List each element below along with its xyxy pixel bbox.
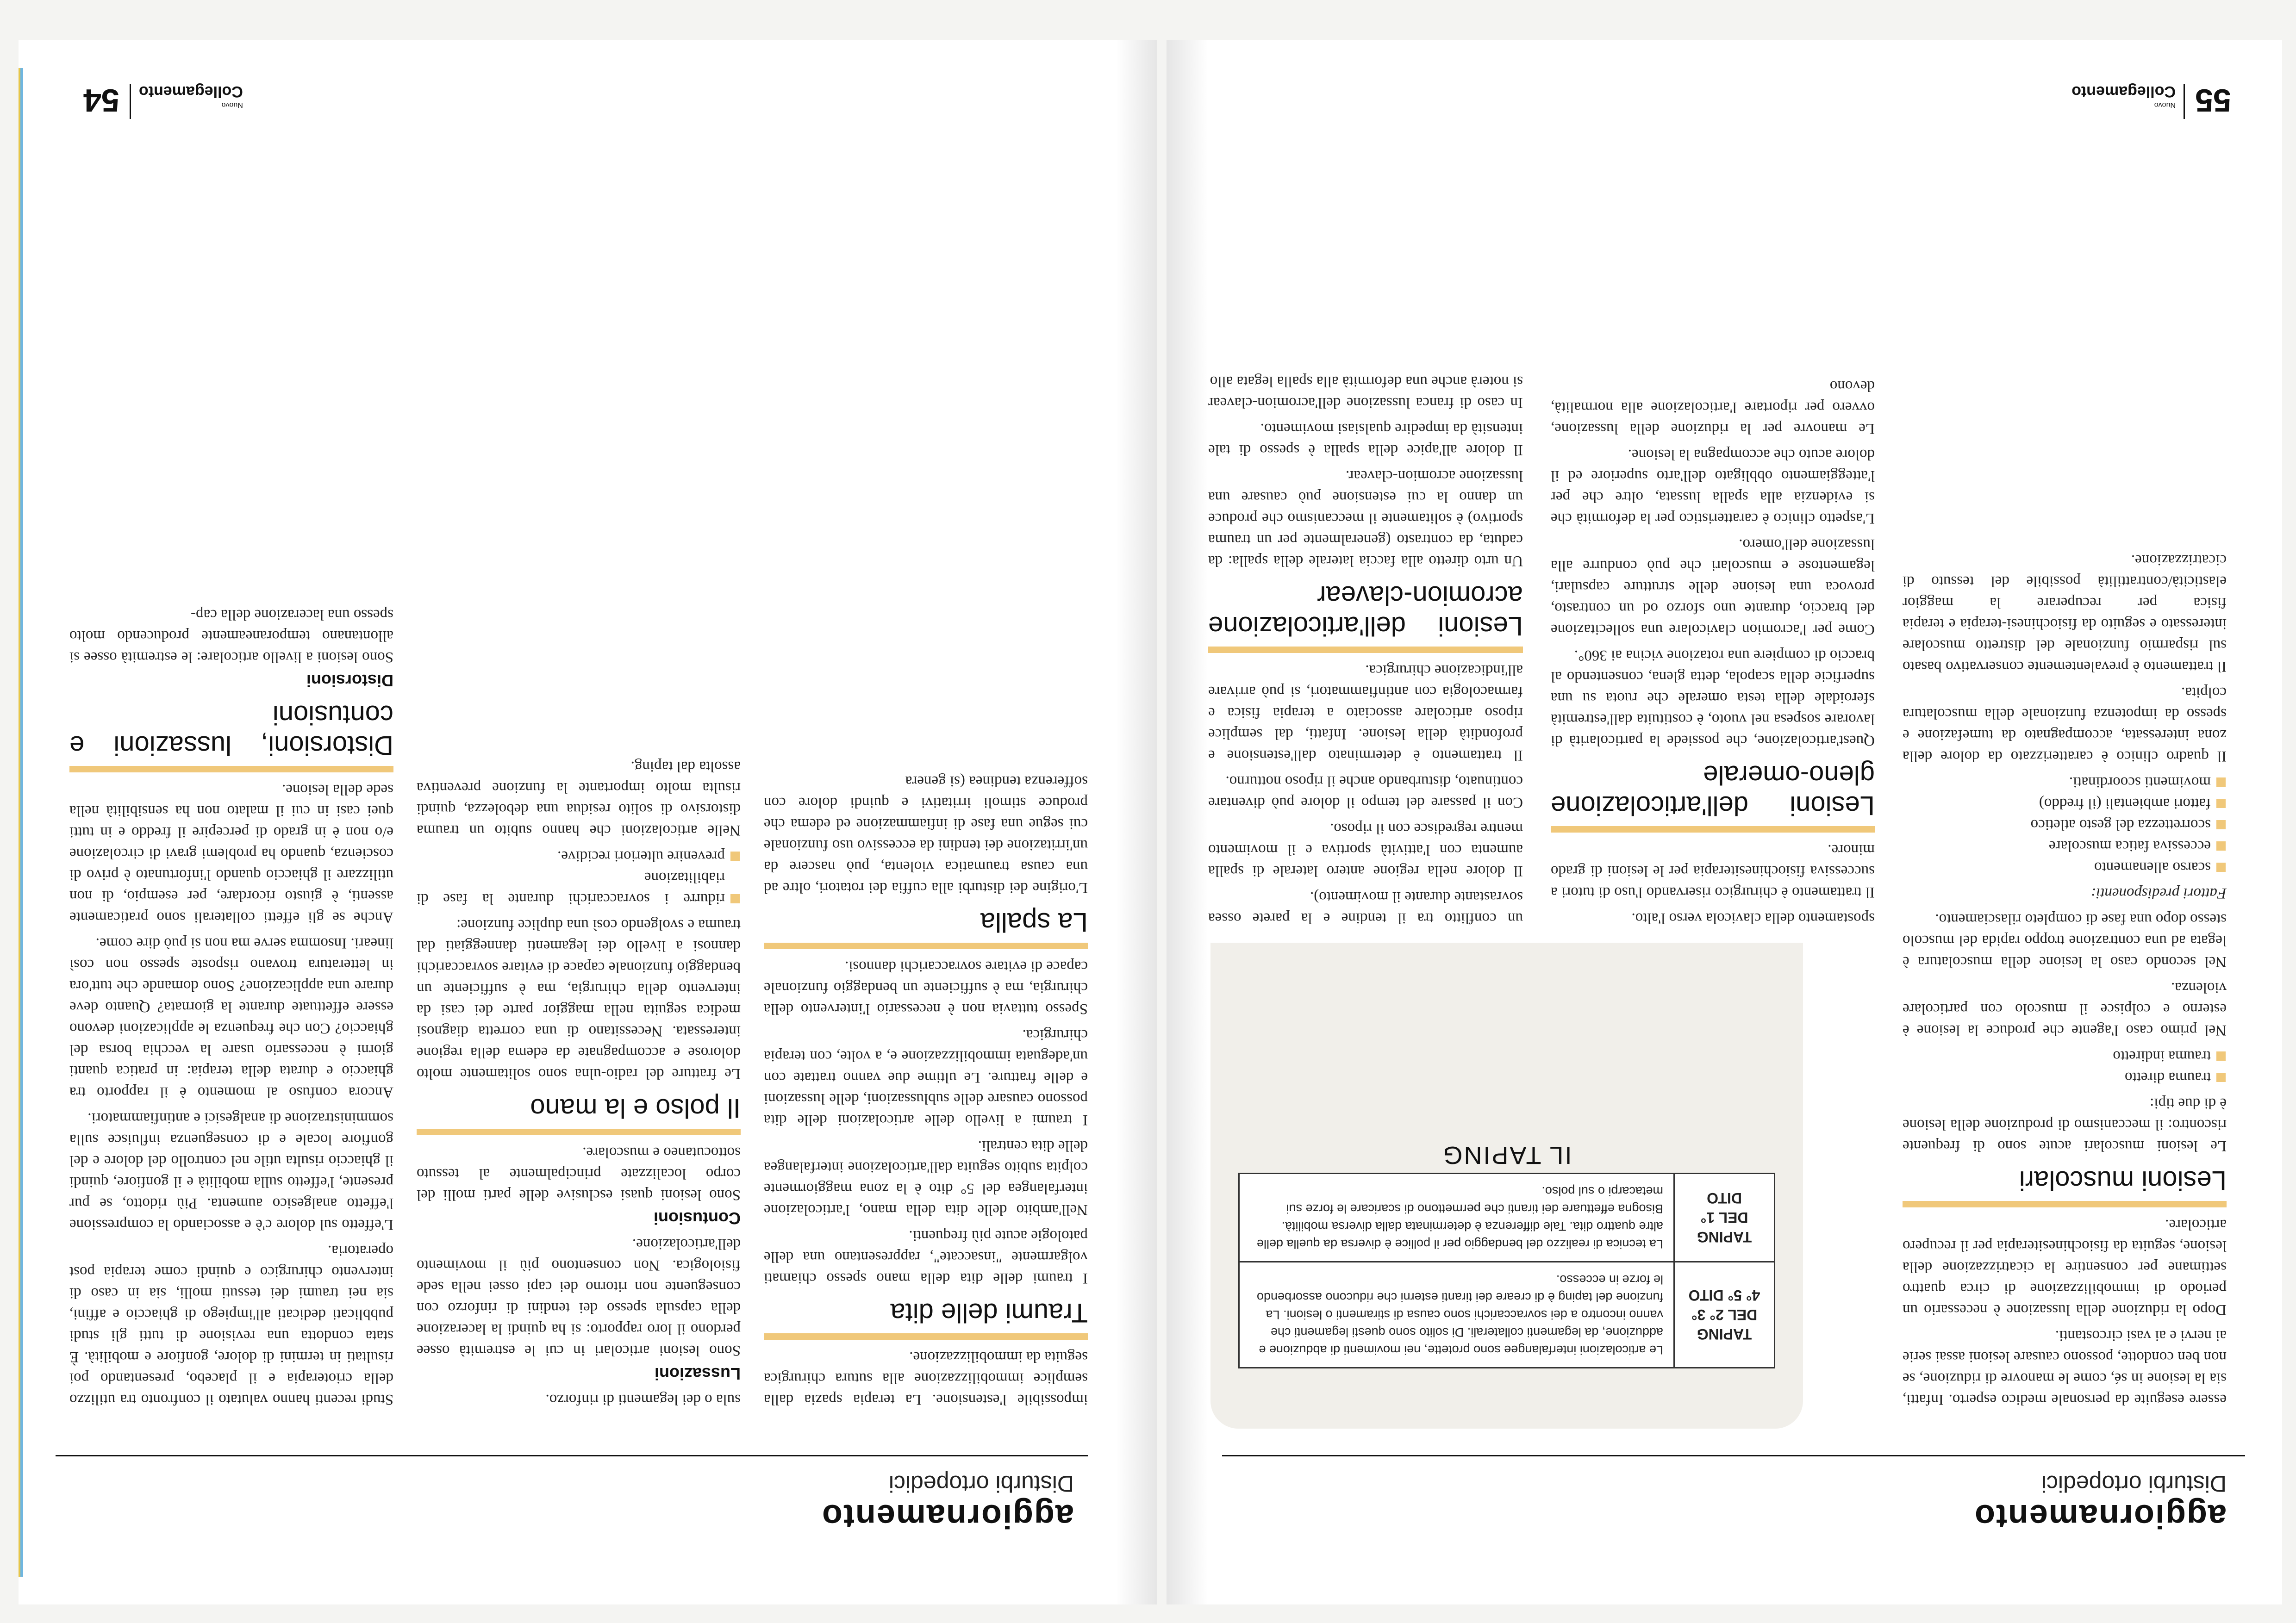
table-cell-key: TAPING DEL 2° 3° 4° 5° DITO: [1674, 1262, 1775, 1368]
paragraph: Il dolore nella regione antero laterale di spalla aumenta con l'attività sportiva e il movimento mentre regredisce con il riposo.: [1208, 820, 1523, 879]
paragraph: sula o dei legamenti di rinforzo.: [545, 1391, 741, 1408]
section-heading: Traumi delle dita: [764, 1297, 1088, 1340]
table-cell-text: La tecnica di realizzo del bendaggio per il pollice è diversa da quella delle altre quattro dita. Tale differenza è determinata dalla diversa mobilità. Bisogna effettuare dei tiranti che permettono di scaricare le forze sui metacarpi o sul polso.: [1239, 1174, 1674, 1262]
paragraph: spostamento della clavicola verso l'alto.: [1631, 910, 1875, 927]
paragraph: impossibile l'estensione. La terapia spazia dalla semplice immobilizzazione alla sutura chirurgica seguita da immobilizzazione.: [764, 1349, 1088, 1408]
page-54: [19, 40, 1157, 1604]
paragraph: Il trattamento è chirurgico riservando l'uso di tutori a successiva fisiochinesiterapia per le lesioni di grado minore.: [1551, 841, 1875, 901]
logo-small-text: Nuovo: [221, 101, 243, 109]
paragraph: un conflitto tra il tendine e la parete ossea sovrastante durante il movimento).: [1208, 889, 1523, 927]
table-row: [1239, 1174, 1775, 1262]
paragraph: L'effetto sul dolore c'è e associando la compressione l'effetto analgesico aumenta. Più ridotto, se pur presente, l'effetto sulla mobilità e il gonfiore, quindi il ghiaccio risulta utile nel controllo del dolore e del gonfiore locale e di conseguenza influisce sulla somministrazione di analgesici e antinfiammatori.: [69, 1110, 393, 1233]
paragraph: Il trattamento è prevalentemente conservativo basato sul risparmio funzionale del distretto muscolare interessato e seguito da fisiochinesi-terapia e terapia fisica per recuperare la maggior elasticità/contrattilità possibile del tessuto di cicatrizzazione.: [1903, 552, 2227, 675]
bullet-list: [1903, 1045, 2227, 1088]
column-3: [1208, 179, 1523, 929]
paragraph: Anche se gli effetti collaterali sono praticamente assenti, è giusto ricordare, per esempio, di non utilizzare il ghiaccio quando l'infortunato è privo di coscienza, quando ha problemi gravi di circolazione e/o non è in grado di percepire il freddo e in tutti quei casi in cui il malato non ha sensibilità nella sede della lesione.: [69, 781, 393, 926]
paragraph: L'origine dei disturbi alla cuffia dei rotatori, oltre ad una causa traumatica violenta, può nascere da un'irritazione dei tendini da eccessivo uso funzionale cui segue una fase di infiammazione ed edema che produce stimoli irritativi e quindi dolore con sofferenza tendinea (si genera: [764, 773, 1088, 896]
paragraph: Le manovre per la riduzione della lussazione, ovvero per riportare l'articolazione alla normalità, devono: [1551, 378, 1875, 437]
paragraph: Come per l'acromion clavicolare una sollecitazione del braccio, durante uno sforzo od un contrasto, provoca una lesione delle strutture capsulari, legamentose e muscolari che può condurre alla lussazione dell'omero.: [1551, 536, 1875, 638]
page-number: 54: [83, 82, 119, 118]
subheading: Lussazioni: [654, 1364, 741, 1383]
paragraph: Con il passare del tempo il dolore può diventare continuato, disturbando anche il riposo notturno.: [1208, 773, 1523, 811]
folio-divider: [130, 84, 131, 119]
list-item: scarso allenamento: [1903, 857, 2227, 878]
list-item: trauma diretto: [1903, 1067, 2227, 1088]
paragraph: Nell'ambito delle dita della mano, l'articolazione interfalangea del 5° dito è la zona maggiormente colpita subito seguita dall'articolazione interfalangea delle dita centrali.: [764, 1138, 1088, 1218]
label-text: Fattori predisponenti:: [2090, 885, 2227, 902]
magazine-logo: [2071, 82, 2176, 109]
section-heading: Lesioni dell'articolazione gleno-omerale: [1551, 759, 1875, 833]
section-heading: Distorsioni, lussazioni e contusioni: [69, 699, 393, 772]
page-edge-strips: [19, 68, 23, 1577]
page-header: [19, 1471, 1157, 1535]
section-heading: La spalla: [764, 907, 1088, 949]
section-heading: Il polso e la mano: [417, 1093, 741, 1135]
logo-text: Collegamento: [139, 83, 243, 100]
list-item: prevenire ulteriori recidive.: [417, 846, 741, 867]
page-55: [1167, 40, 2282, 1604]
gutter-shadow: [1116, 40, 1157, 1604]
header-rule: [1222, 1455, 2245, 1456]
paragraph: Sono lesioni quasi esclusive delle parti molli del corpo localizzate principalmente al tessuto sottocutaneo e muscolare.: [417, 1144, 741, 1203]
paragraph: Spesso tuttavia non è necessario l'intervento della chirurgia, ma è sufficiente un bendaggio funzionale capace di evitare sovraccarichi dannosi.: [764, 958, 1088, 1017]
paragraph: Il trattamento è determinato dall'estensione e profondità della lesione. Infatti, dal semplice riposo articolare associato a terapia fisica e farmacologia con antinfiammatori, si può arrivare all'indicazione chirurgica.: [1208, 662, 1523, 764]
list-item: movimenti scoordinati.: [1903, 771, 2227, 793]
paragraph: Il dolore all'apice della spalla è spesso di tale intensità da impedire qualsiasi movimento.: [1208, 420, 1523, 458]
paragraph: L'aspetto clinico è caratteristico per la deformità che si evidenzia alla spalla lussata, oltre che per l'atteggiamento obbligato dell'arto superiore ed il dolore acuto che accompagna la lesione.: [1551, 446, 1875, 527]
subheading: Distorsioni: [306, 671, 393, 690]
kicker: aggiornamento: [1973, 1498, 2227, 1535]
table-row: [1239, 1262, 1775, 1368]
list-item: eccessiva fatica muscolare: [1903, 835, 2227, 857]
section-heading: Lesioni dell'articolazione acromion-clavear: [1208, 580, 1523, 653]
paragraph: Studi recenti hanno valutato il confronto tra utilizzo della crioterapia e il placebo, presentando poi risultati in termini di dolore, gonfiore e mobilità. È stata condotta una revisione di tutti gli studi pubblicati dedicati all'impiego di ghiaccio e affini, sia nei traumi dei tessuti molli, sia in caso di intervento chirurgico e quindi come terapia post operatoria.: [69, 1242, 393, 1408]
header-rule: [56, 1455, 1088, 1456]
paragraph: Dopo la riduzione della lussazione è necessario un periodo di immobilizzazione di circa quattro settimane per consentire la cicatrizzazione della lesione, seguita da fisiochinesiterapia per il recupero articolare.: [1903, 1216, 2227, 1318]
table-cell-key: TAPING DEL 1° DITO: [1674, 1174, 1775, 1262]
paragraph: essere eseguite da personale medico esperto. Infatti, sia la lesione in sé, come le manovre di riduzione, se non ben condotte, possono causare lesioni assai serie ai nervi e ai vasi circostanti.: [1903, 1327, 2227, 1408]
paragraph: I traumi a livello delle articolazioni delle dita possono causare delle sublussazioni, delle lussazioni e delle fratture. Le ultime due vanno trattate con un'adeguata immobilizzazione e, a volte, con terapia chirurgica.: [764, 1026, 1088, 1128]
page-header: [1167, 1471, 2282, 1535]
paragraph: Le lesioni muscolari acute sono di frequente riscontro: il meccanismo di produzione della lesione è di due tipi:: [1903, 1095, 2227, 1154]
section-title: Disturbi ortopedici: [2041, 1471, 2227, 1497]
page-footer: [19, 82, 1157, 119]
column-1: [764, 179, 1088, 1410]
list-item: trauma indiretto: [1903, 1045, 2227, 1067]
page-footer: [1167, 82, 2282, 119]
logo-small-text: Nuovo: [2154, 101, 2176, 109]
paragraph: Nel primo caso l'agente che produce la lesione è esterno e colpisce il muscolo con particolare violenza.: [1903, 979, 2227, 1038]
column-3: [69, 179, 393, 1410]
list-item: scorrettezza del gesto atletico: [1903, 814, 2227, 835]
column-2: [417, 179, 741, 1410]
kicker: aggiornamento: [821, 1498, 1074, 1535]
paragraph: Ancora confuso al momento è il rapporto tra ghiaccio e durata della terapia: in pratica quanti giorni è necessario usare la vecchia borsa del ghiaccio? Con che frequenza le applicazioni devono essere effettuate durante la giornata? Quanto deve durare una applicazione? Sono domande che tutt'ora in letteratura trovano risposte spesso non così lineari. Insomma serve ma non si può dire come.: [69, 935, 393, 1101]
paragraph: Sono lesioni a livello articolare: le estremità ossee si allontanano temporaneamente producendo molto spesso una lacerazione della cap-: [69, 606, 393, 665]
logo-text: Collegamento: [2071, 83, 2176, 100]
gutter-shadow: [1167, 40, 1208, 1604]
paragraph: In caso di franca lussazione dell'acromion-clavear si noterà anche una deformità alla spalla legata allo: [1208, 373, 1523, 411]
subheading: Contusioni: [654, 1209, 741, 1228]
paragraph: Sono lesioni articolari in cui le estremità ossee perdono il loro rapporto: si ha quindi la lacerazione della capsula spesso dei tendini di rinforzo con conseguente non ritorno dei capi ossei nella sede fisiologica. Non consentono più il movimento dell'articolazione.: [417, 1236, 741, 1359]
paragraph: Nelle articolazioni che hanno subito un trauma distorsivo di solito residua una debolezza, quindi risulta molto importante la funzione preventiva assolta dal taping.: [417, 758, 741, 839]
paragraph: Le fratture del radio-ulna sono solitamente molto dolorose e accompagnate da edema della regione interessata. Necessitano di una corretta diagnosi medica seguita nella maggior parte dei casi da intervento della chirurgia, ma è sufficiente un bendaggio funzionale capace di evitare sovraccarichi dannosi a livello dei legamenti danneggiati dal trauma e svolgendo così una duplice funzione:: [417, 916, 741, 1082]
list-item: fattori ambientali (il freddo): [1903, 793, 2227, 814]
bullet-list: [1903, 771, 2227, 878]
taping-sidebar-box: [1210, 943, 1803, 1429]
taping-table: [1238, 1173, 1775, 1368]
list-item: ridurre i sovraccarichi durante la fase di riabilitazione: [417, 867, 741, 909]
folio-divider: [2184, 84, 2185, 119]
edge-strip: [20, 68, 23, 1577]
column-1: [1903, 179, 2227, 1410]
bullet-list: [417, 846, 741, 909]
column-2: [1551, 179, 1875, 929]
paragraph: Un urto diretto alla faccia laterale della spalla: da caduta, da contrasto (generalmente per un trauma sportivo) è solitamente il meccanismo che produce un danno la cui estensione può causare una lussazione acromion-clavear.: [1208, 467, 1523, 569]
table-cell-text: Le articolazioni interfalangee sono protette, nei movimenti di abduzione e adduzione, da legamenti collaterali. Di solito sono questi legamenti che vanno incontro a dei sovraccarichi sono causa di stiramenti o lesioni. La funzione del taping è di creare dei tiranti esterni che riducono assorbendo le forze in eccesso.: [1239, 1262, 1674, 1368]
page-number: 55: [2195, 82, 2231, 118]
section-title: Disturbi ortopedici: [888, 1471, 1074, 1497]
paragraph: I traumi delle dita della mano spesso chiamati volgarmente "insaccate", rappresentano una delle patologie acute più frequenti.: [764, 1227, 1088, 1287]
edge-strip: [19, 68, 20, 1577]
paragraph: Nel secondo caso la lesione della muscolatura è legata ad una contrazione troppo rapida del muscolo stesso dopo una fase di completo rilasciamento.: [1903, 911, 2227, 970]
section-heading: Lesioni muscolari: [1903, 1165, 2227, 1207]
paragraph: Quest'articolazione, che possiede la particolarità di lavorare sospesa nel vuoto, è costituita dall'estremità sferoidale della testa omerale che ruota su una superficie della scapola, detta glena, consentendo al braccio di compiere una rotazione vicina ai 360°.: [1551, 647, 1875, 749]
paragraph: Il quadro clinico è caratterizzato da dolore della zona interessata, accompagnato da tumefazione e spesso da impotenza funzionale della muscolatura colpita.: [1903, 684, 2227, 765]
taping-title: IL TAPING: [1441, 1141, 1572, 1169]
magazine-logo: [139, 82, 243, 109]
